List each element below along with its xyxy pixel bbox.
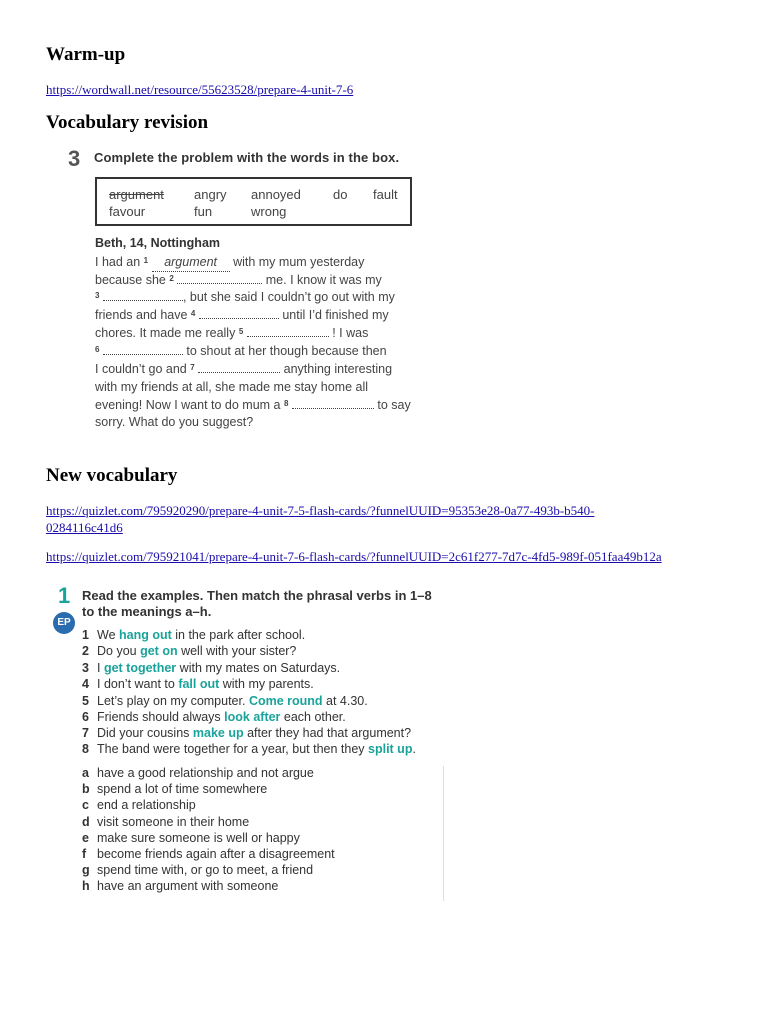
word-box-word: favour <box>109 204 146 219</box>
new-vocab-heading: New vocabulary <box>46 465 178 486</box>
word-box-word: argument <box>109 187 164 202</box>
example-sentence: 7 Did your cousins make up after they had that argument? <box>82 726 412 740</box>
meaning-item: b spend a lot of time somewhere <box>82 782 268 796</box>
example-answer: argument <box>152 253 230 272</box>
answer-blank[interactable] <box>103 288 183 301</box>
answer-blank[interactable] <box>247 324 329 337</box>
warmup-heading: Warm-up <box>46 44 126 65</box>
answer-blank[interactable] <box>199 306 279 319</box>
word-box-word: do <box>333 187 348 202</box>
story-line: chores. It made me really $^5$ ! I was <box>95 326 369 340</box>
vocab-revision-heading: Vocabulary revision <box>46 112 209 133</box>
word-box-word: angry <box>194 187 227 202</box>
word-box-word: fault <box>373 187 398 202</box>
word-box-word: annoyed <box>251 187 301 202</box>
quizlet-link-2[interactable]: https://quizlet.com/795921041/prepare-4-unit-7-6-flash-cards/?funnelUUID=2c61f277-7d7c-4fd5-989f-051faa49b12a <box>46 549 662 564</box>
meaning-item: a have a good relationship and not argue <box>82 766 314 780</box>
exercise-1-instruction-cont: to the meanings a–h. <box>82 604 212 619</box>
meaning-item: f become friends again after a disagreement <box>82 847 335 861</box>
story-line: friends and have $^4$ until I’d finished my <box>95 308 389 322</box>
quizlet-link-1-cont[interactable]: 0284116c41d6 <box>46 520 123 535</box>
story-line: I couldn’t go and $^7$ anything interesting <box>95 362 393 376</box>
story-line: because she $^2$ me. I know it was my <box>95 273 382 287</box>
warmup-link[interactable]: https://wordwall.net/resource/55623528/prepare-4-unit-7-6 <box>46 82 354 97</box>
meaning-item: d visit someone in their home <box>82 815 250 829</box>
answer-blank[interactable] <box>292 396 374 409</box>
story-line: sorry. What do you suggest? <box>95 415 254 429</box>
story-line: with my friends at all, she made me stay home all <box>95 380 369 394</box>
answer-blank[interactable] <box>198 360 280 373</box>
example-sentence: 2 Do you get on well with your sister? <box>82 644 297 658</box>
example-sentence: 8 The band were together for a year, but then they split up. <box>82 742 416 756</box>
ep-badge: EP <box>53 612 75 634</box>
answer-blank[interactable] <box>177 271 262 284</box>
example-sentence: 5 Let’s play on my computer. Come round at 4.30. <box>82 694 368 708</box>
word-box-word: wrong <box>251 204 287 219</box>
divider <box>443 766 444 901</box>
example-sentence: 4 I don’t want to fall out with my parents. <box>82 677 314 691</box>
example-sentence: 6 Friends should always look after each other. <box>82 710 346 724</box>
word-box-word: fun <box>194 204 213 219</box>
story-line: $^3$ , but she said I couldn’t go out with my <box>95 290 395 304</box>
story-line: $^6$ to shout at her though because then <box>95 344 387 358</box>
example-sentence: 3 I get together with my mates on Saturdays. <box>82 661 341 675</box>
exercise-3-number: 3 <box>68 146 81 171</box>
meaning-item: h have an argument with someone <box>82 879 279 893</box>
exercise-1-instruction: Read the examples. Then match the phrasal verbs in 1–8 <box>82 588 432 603</box>
exercise-1-number: 1 <box>58 583 71 608</box>
word-box <box>95 177 412 226</box>
meaning-item: g spend time with, or go to meet, a friend <box>82 863 314 877</box>
story-title: Beth, 14, Nottingham <box>95 236 221 250</box>
exercise-3-instruction: Complete the problem with the words in the box. <box>94 150 400 165</box>
quizlet-link-1[interactable]: https://quizlet.com/795920290/prepare-4-unit-7-5-flash-cards/?funnelUUID=95353e28-0a77-493b-b540- <box>46 503 595 518</box>
answer-blank[interactable] <box>103 342 183 355</box>
example-sentence: 1 We hang out in the park after school. <box>82 628 306 642</box>
meaning-item: e make sure someone is well or happy <box>82 831 300 845</box>
meaning-item: c end a relationship <box>82 798 196 812</box>
story-line: evening! Now I want to do mum a $^8$ to say <box>95 398 411 412</box>
story-line: I had an $^1$ argument with my mum yesterday <box>95 253 364 272</box>
